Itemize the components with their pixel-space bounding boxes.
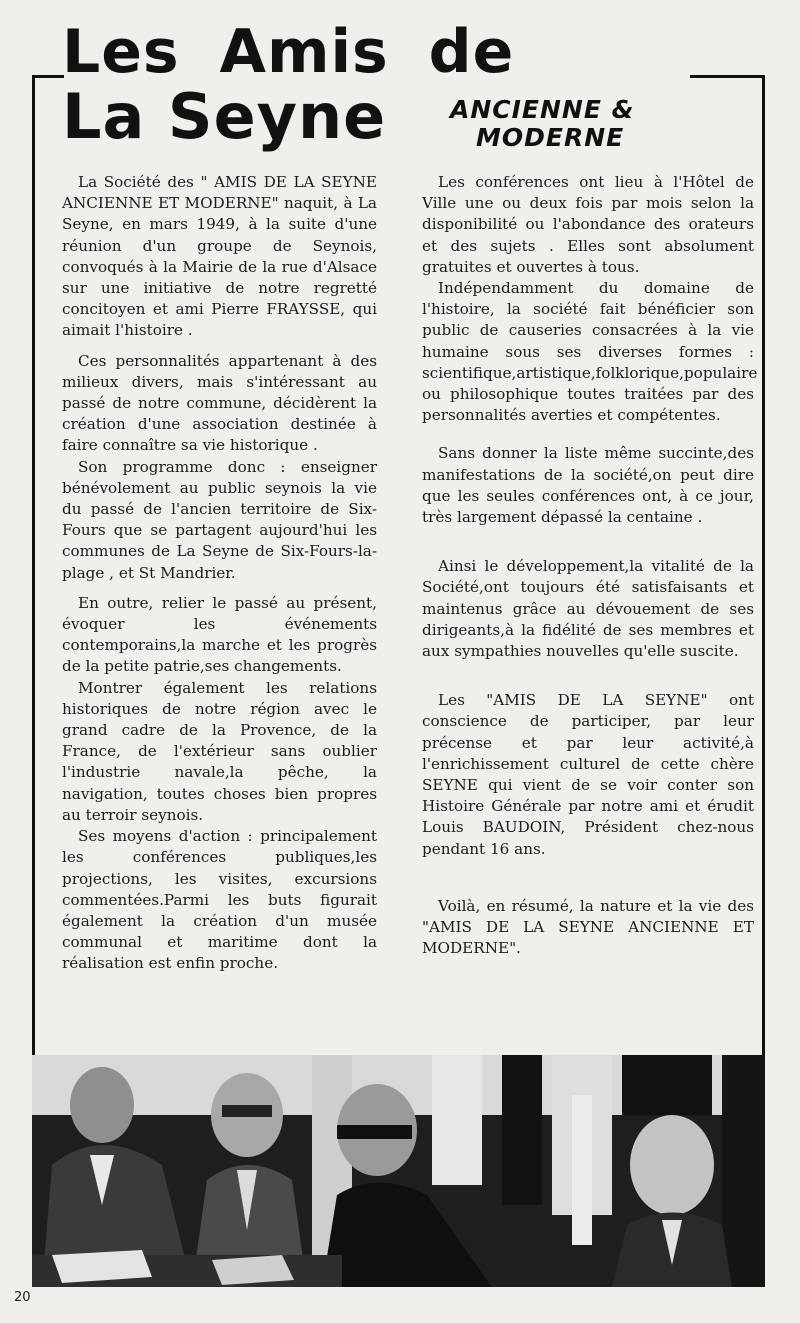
paragraph: Ces personnalités appartenant à des milieux divers, mais s'intéressant au passé de notre commune, décidèrent la création d'une association destinée à faire connaître sa vie historique .: [62, 351, 377, 455]
paragraph: Montrer également les relations historiques de notre région avec le grand cadre de la Provence, de la France, de l'extérieur sans oublier l'industrie navale,la pêche, la navigation, toutes choses bien propres au terroir seynois.: [62, 678, 377, 824]
photo-illustration: [32, 1055, 765, 1287]
paragraph: Voilà, en résumé, la nature et la vie des "AMIS DE LA SEYNE ANCIENNE ET MODERNE".: [422, 896, 754, 958]
title-line-2: La Seyne: [62, 80, 387, 153]
subtitle: [450, 96, 680, 152]
right-column: [422, 172, 758, 960]
paragraph: Sans donner la liste même succinte,des manifestations de la société,on peut dire que les seules conférences ont, à ce jour, très largement dépassé la centaine .: [422, 444, 754, 527]
paragraph: La Société des " AMIS DE LA SEYNE ANCIENNE ET MODERNE" naquit, à La Seyne, en mars 1949, à la suite d'une réunion d'un groupe de Seynois, convoqués à la Mairie de la rue d'Alsace sur une initiative de notre regretté concitoyen et ami Pierre FRAYSSE, qui aimait l'histoire .: [62, 173, 377, 340]
left-column: [62, 172, 377, 975]
subtitle-line-1: ANCIENNE &: [450, 95, 635, 124]
paragraph: En outre, relier le passé au présent, évoquer les événements contemporains,la marche et les progrès de la petite patrie,ses changements.: [62, 593, 377, 676]
paragraph: Les conférences ont lieu à l'Hôtel de Ville une ou deux fois par mois selon la disponibilité ou l'abondance des orateurs et des sujets . Elles sont absolument gratuites et ouvertes à tous.: [422, 173, 754, 276]
subtitle-line-2: MODERNE: [476, 123, 625, 152]
paragraph: Son programme donc : enseigner bénévolement au public seynois la vie du passé de l'ancien territoire de Six-Fours que se partagent aujourd'hui les communes de La Seyne de Six-Fours-la-plage , et St Mandrier.: [62, 457, 377, 582]
paragraph: Les "AMIS DE LA SEYNE" ont conscience de participer, par leur précense et par leur activité,à l'enrichissement culturel de cette chère SEYNE qui vient de se voir conter son Histoire Générale par notre ami et érudit Louis BAUDOIN, Président chez-nous pendant 16 ans.: [422, 691, 754, 858]
paragraph: Ses moyens d'action : principalement les conférences publiques,les projections, les visites, excursions commentées.Parmi les buts figurait également la création d'un musée communal et maritime dont la réalisation est enfin proche.: [62, 827, 377, 973]
paragraph: Indépendamment du domaine de l'histoire, la société fait bénéficier son public de causeries consacrées à la vie humaine sous ses diverses formes : scientifique,artistique,folklorique,populaire ou philosophique toutes traitées par des personnalités averties et compétentes.: [422, 279, 758, 425]
page-number: 20: [14, 1290, 31, 1305]
group-photo: [32, 1055, 765, 1287]
paragraph: Ainsi le développement,la vitalité de la Société,ont toujours été satisfaisants et maintenus grâce au dévouement de ses dirigeants,à la fidélité de ses membres et aux sympathies nouvelles qu'elle suscite.: [422, 557, 754, 661]
title-line-1: Les Amis de: [62, 17, 515, 87]
